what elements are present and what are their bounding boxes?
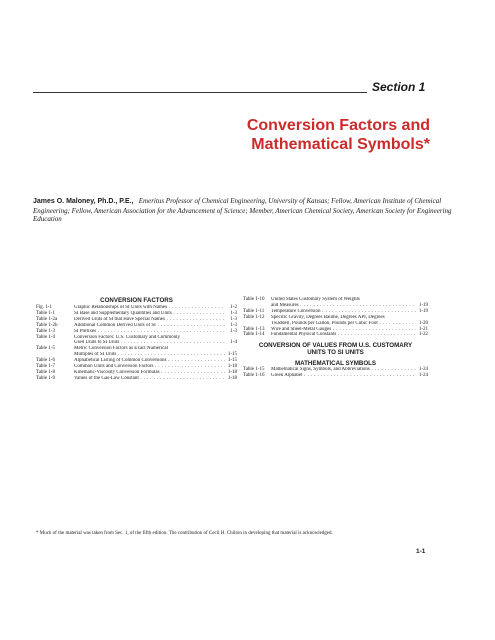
toc-entry-label: Table 1-11 [243,308,265,314]
toc-entry-title: SI Base and Supplementary Quantities and Units . . . [74,311,225,317]
toc-entry-page: 1-3 [230,310,237,316]
math-symbols-list [243,367,428,379]
toc-entry-page: 1-3 [230,322,237,328]
toc-entry-title: Conversion Factors: U.S. Customary and Commonly [74,334,180,340]
page-number: 1-1 [416,548,426,555]
toc-entry-label: Table 1-5 [36,346,55,352]
author-affiliation: Emeritus Professor of Chemical Engineering, University of Kansas; Fellow, American Institute of Chemical Engineering; Fellow, American Association for the Advancement of Science; Member, American Chemical Society, American Society for Engineering Education [33,197,452,224]
section-label: Section 1 [372,80,426,94]
toc-entry-title: Specific Gravity, Degrees Baumé, Degrees API, Degrees [271,314,385,320]
toc-entry-label: Table 1-3 [36,328,55,334]
toc-entry-page: 1-21 [418,326,428,332]
toc-entry-label: Table 1-1 [36,310,55,316]
toc-entry-title: Wire and Sheet-Metal Gauges . . . [271,327,416,333]
toc-entry-page: 1-18 [227,375,237,381]
toc-entry-title: Graphic Relationships of SI Units with Names . . . [74,305,225,311]
toc-entry-title: Common Units and Conversion Factors . . . [74,364,225,370]
toc-entry-page: 1-24 [418,373,428,379]
conversion-si-heading-line-1: CONVERSION OF VALUES FROM U.S. CUSTOMARY [258,342,413,350]
toc-entry-title: Fundamental Physical Constants . . . [271,332,416,338]
toc-entry-title: Metric Conversion Factors as Exact Numerical [74,346,168,352]
toc-entry-page: 1-22 [418,332,428,338]
toc-left-column [36,297,237,382]
toc-entry-title: United States Customary System of Weights [271,297,360,302]
toc-entry-title: Values of the Gas-Law Constant . . . [74,376,225,382]
toc-entry-label: Fig. 1-1 [36,305,52,310]
toc-entry-title: Derived Units of SI that Have Special Names . . . [74,317,225,323]
toc-entry-page: 1-2 [230,305,237,310]
toc-entry-title: Temperature Conversion . . . [271,309,416,315]
toc-entry-title: Kinematic-Viscosity Conversion Formulas . . . [74,370,225,376]
toc-entry-label: Table 1-14 [243,332,265,338]
page-title [200,116,430,154]
toc-entry [243,297,428,309]
toc-entry-label: Table 1-7 [36,364,55,370]
right-entries-list [243,297,428,338]
section-rule [33,92,367,93]
toc-entry-page: 1-15 [227,352,237,358]
toc-entry-label: Table 1-16 [243,373,265,379]
toc-entry-title: Greek Alphabet . . . [271,373,416,379]
toc-entry-title-continued: and Measures . . . [271,303,416,309]
toc-right-column [243,297,428,379]
conversion-si-heading [243,342,428,356]
toc-entry-title-continued: Twaddell, Pounds per Gallon, Pounds per Cubic Foot . . . [271,321,416,327]
toc-entry-page: 1-18 [227,369,237,375]
author-name: James O. Maloney, Ph.D., P.E., [33,198,134,205]
toc-entry-page: 1-24 [418,367,428,373]
toc-entry-page: 1-19 [418,302,428,308]
title-line-2: Mathematical Symbols* [251,136,430,153]
toc-entry-page: 1-19 [418,308,428,314]
toc-entry-label: Table 1-13 [243,326,265,332]
toc-entry [243,315,428,327]
toc-entry [36,346,237,358]
conversion-factors-heading: CONVERSION FACTORS [100,297,173,304]
math-symbols-heading: MATHEMATICAL SYMBOLS [294,360,377,368]
author-block [33,197,463,224]
toc-entry-label: Table 1-15 [243,367,265,373]
toc-entry-label: Table 1-4 [36,334,55,340]
toc-entry-page: 1-18 [227,364,237,370]
toc-entry-label: Table 1-6 [36,358,55,364]
toc-entry-title-continued: Used Units to SI Units . . . [74,340,225,346]
toc-entry-page: 1-15 [227,358,237,364]
conversion-factors-list [36,305,237,382]
toc-entry-title: SI Prefixes . . . [74,329,225,335]
toc-entry-label: Table 1-2a [36,316,58,322]
toc-entry-title: Alphabetical Listing of Common Conversions . . . [74,358,225,364]
toc-entry-page: 1-3 [230,316,237,322]
toc-entry-title-continued: Multiples of SI Units . . . [74,352,225,358]
toc-entry-label: Table 1-9 [36,375,55,381]
toc-entry-label: Table 1-12 [243,314,265,320]
toc-entry-label: Table 1-10 [243,297,265,302]
toc-entry-page: 1-4 [230,340,237,346]
toc-entry [36,376,237,382]
conversion-si-heading-line-2: UNITS TO SI UNITS [307,349,364,357]
toc-entry-title: Additional Common Derived Units of SI . . . [74,323,225,329]
toc-entry-label: Table 1-2b [36,322,58,328]
toc-entry [36,335,237,347]
toc-entry-page: 1-20 [418,320,428,326]
toc-entry [243,332,428,338]
footnote: * Much of the material was taken from Sec. 1, of the fifth edition. The contribution of Cecil H. Chilton in developing that material is acknowledged. [36,531,333,536]
toc-entry-title: Mathematical Signs, Symbols, and Abbreviations . . . [271,367,416,373]
toc-entry-label: Table 1-8 [36,369,55,375]
title-line-1: Conversion Factors and [246,117,430,134]
toc-entry-page: 1-3 [230,328,237,334]
toc-entry [243,373,428,379]
